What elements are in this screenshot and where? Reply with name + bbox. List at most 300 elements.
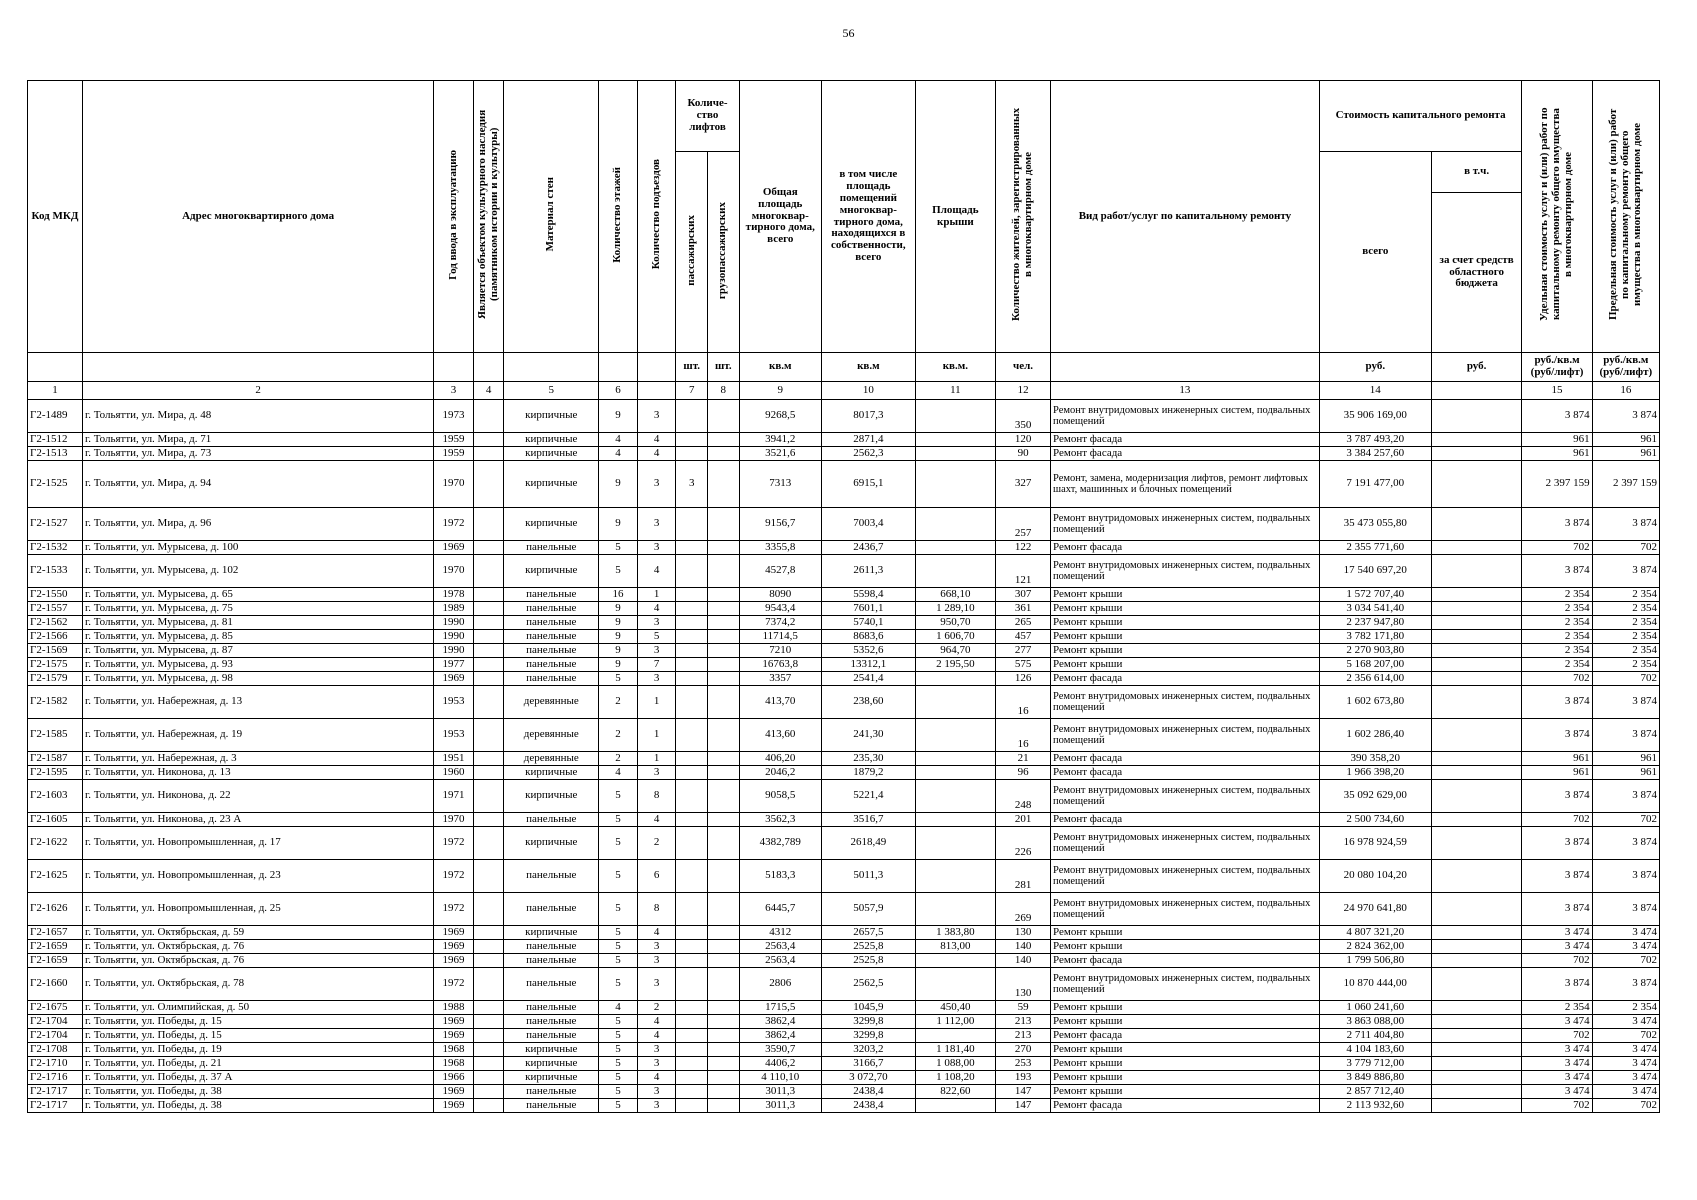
cell-kod: Г2-1626 — [28, 893, 83, 926]
cell-obekt — [473, 541, 504, 555]
cell-udel: 3 474 — [1522, 1071, 1592, 1085]
cell-udel: 2 354 — [1522, 644, 1592, 658]
column-number: 11 — [915, 382, 995, 400]
cell-god: 1953 — [434, 686, 474, 719]
cell-pred: 3 474 — [1592, 1015, 1659, 1029]
cell-krysha: 1 289,10 — [915, 602, 995, 616]
cell-pred: 3 874 — [1592, 860, 1659, 893]
cell-kod: Г2-1622 — [28, 827, 83, 860]
cell-gruz — [708, 780, 740, 813]
header-etazhi: Количество этажей — [599, 81, 638, 353]
cell-pred: 3 874 — [1592, 719, 1659, 752]
cell-podezdy: 1 — [637, 719, 676, 752]
cell-vsego: 3 787 493,20 — [1319, 433, 1431, 447]
cell-udel: 3 474 — [1522, 926, 1592, 940]
cell-ploshad: 9268,5 — [739, 400, 821, 433]
cell-obekt — [473, 1057, 504, 1071]
table-row — [28, 588, 1660, 602]
cell-pass — [676, 1029, 708, 1043]
cell-obl — [1431, 508, 1522, 541]
table-row — [28, 1057, 1660, 1071]
cell-pred: 2 354 — [1592, 1001, 1659, 1015]
cell-zhiteli: 327 — [996, 461, 1051, 508]
cell-ploshad: 3941,2 — [739, 433, 821, 447]
cell-etazhi: 9 — [599, 630, 638, 644]
cell-zhiteli: 248 — [996, 780, 1051, 813]
cell-vid: Ремонт крыши — [1051, 644, 1320, 658]
table-row — [28, 686, 1660, 719]
cell-zhiteli: 126 — [996, 672, 1051, 686]
cell-etazhi: 9 — [599, 602, 638, 616]
cell-sob: 3299,8 — [822, 1015, 916, 1029]
cell-obl — [1431, 968, 1522, 1001]
cell-etazhi: 5 — [599, 1043, 638, 1057]
cell-gruz — [708, 1085, 740, 1099]
column-number: 13 — [1051, 382, 1320, 400]
cell-podezdy: 4 — [637, 1015, 676, 1029]
cell-etazhi: 4 — [599, 433, 638, 447]
cell-gruz — [708, 893, 740, 926]
cell-pred: 2 354 — [1592, 616, 1659, 630]
cell-pred: 702 — [1592, 813, 1659, 827]
cell-krysha — [915, 541, 995, 555]
cell-udel: 3 474 — [1522, 1085, 1592, 1099]
cell-pred: 702 — [1592, 541, 1659, 555]
cell-material: деревянные — [504, 686, 599, 719]
header-vid: Вид работ/услуг по капитальному ремонту — [1051, 81, 1320, 353]
table-row — [28, 555, 1660, 588]
header-stoimost: Стоимость капитального ремонта — [1319, 81, 1522, 152]
cell-obekt — [473, 1071, 504, 1085]
cell-vid: Ремонт фасада — [1051, 447, 1320, 461]
unit-kvm-sob: кв.м — [822, 353, 916, 382]
cell-vsego: 2 356 614,00 — [1319, 672, 1431, 686]
cell-sob: 6915,1 — [822, 461, 916, 508]
cell-pred: 3 474 — [1592, 940, 1659, 954]
cell-adres: г. Тольятти, ул. Мурысева, д. 98 — [82, 672, 433, 686]
cell-adres: г. Тольятти, ул. Новопромышленная, д. 25 — [82, 893, 433, 926]
cell-pred: 3 874 — [1592, 780, 1659, 813]
column-number: 14 — [1319, 382, 1431, 400]
cell-vid: Ремонт крыши — [1051, 630, 1320, 644]
cell-sob: 2525,8 — [822, 954, 916, 968]
cell-vsego: 2 711 404,80 — [1319, 1029, 1431, 1043]
table-row — [28, 447, 1660, 461]
cell-ploshad: 2046,2 — [739, 766, 821, 780]
table-row — [28, 719, 1660, 752]
table-row — [28, 954, 1660, 968]
cell-udel: 702 — [1522, 1099, 1592, 1113]
cell-ploshad: 4406,2 — [739, 1057, 821, 1071]
cell-pred: 3 474 — [1592, 1085, 1659, 1099]
cell-god: 1970 — [434, 555, 474, 588]
cell-vid: Ремонт фасада — [1051, 1099, 1320, 1113]
cell-material: кирпичные — [504, 1043, 599, 1057]
cell-udel: 3 874 — [1522, 555, 1592, 588]
cell-etazhi: 5 — [599, 940, 638, 954]
cell-material: панельные — [504, 1085, 599, 1099]
cell-gruz — [708, 658, 740, 672]
cell-ploshad: 3862,4 — [739, 1029, 821, 1043]
cell-krysha: 450,40 — [915, 1001, 995, 1015]
cell-krysha — [915, 893, 995, 926]
cell-god: 1972 — [434, 827, 474, 860]
cell-udel: 3 874 — [1522, 686, 1592, 719]
cell-obekt — [473, 672, 504, 686]
table-row — [28, 766, 1660, 780]
cell-podezdy: 1 — [637, 752, 676, 766]
cell-gruz — [708, 672, 740, 686]
cell-kod: Г2-1657 — [28, 926, 83, 940]
cell-vsego: 1 602 286,40 — [1319, 719, 1431, 752]
cell-vid: Ремонт внутридомовых инженерных систем, подвальных помещений — [1051, 400, 1320, 433]
cell-obl — [1431, 719, 1522, 752]
cell-udel: 702 — [1522, 672, 1592, 686]
cell-adres: г. Тольятти, ул. Набережная, д. 3 — [82, 752, 433, 766]
cell-ploshad: 11714,5 — [739, 630, 821, 644]
cell-pass: 3 — [676, 461, 708, 508]
cell-adres: г. Тольятти, ул. Октябрьская, д. 76 — [82, 954, 433, 968]
cell-vsego: 3 782 171,80 — [1319, 630, 1431, 644]
cell-pass — [676, 940, 708, 954]
cell-obekt — [473, 813, 504, 827]
cell-gruz — [708, 433, 740, 447]
cell-god: 1990 — [434, 644, 474, 658]
cell-krysha — [915, 766, 995, 780]
unit-chel: чел. — [996, 353, 1051, 382]
cell-ploshad: 1715,5 — [739, 1001, 821, 1015]
cell-vsego: 7 191 477,00 — [1319, 461, 1431, 508]
cell-adres: г. Тольятти, ул. Победы, д. 15 — [82, 1029, 433, 1043]
cell-vsego: 2 824 362,00 — [1319, 940, 1431, 954]
cell-sob: 241,30 — [822, 719, 916, 752]
cell-udel: 3 474 — [1522, 1015, 1592, 1029]
cell-kod: Г2-1569 — [28, 644, 83, 658]
table-row — [28, 658, 1660, 672]
cell-god: 1960 — [434, 766, 474, 780]
cell-zhiteli: 307 — [996, 588, 1051, 602]
cell-god: 1972 — [434, 968, 474, 1001]
cell-zhiteli: 140 — [996, 954, 1051, 968]
cell-pred: 961 — [1592, 752, 1659, 766]
cell-material: кирпичные — [504, 926, 599, 940]
cell-krysha — [915, 860, 995, 893]
cell-pass — [676, 813, 708, 827]
cell-udel: 961 — [1522, 447, 1592, 461]
cell-vid: Ремонт крыши — [1051, 926, 1320, 940]
cell-obekt — [473, 752, 504, 766]
header-lifty: Количе-ство лифтов — [676, 81, 739, 152]
cell-god: 1969 — [434, 541, 474, 555]
cell-zhiteli: 96 — [996, 766, 1051, 780]
cell-podezdy: 8 — [637, 780, 676, 813]
table-row — [28, 893, 1660, 926]
cell-zhiteli: 257 — [996, 508, 1051, 541]
cell-obl — [1431, 1057, 1522, 1071]
cell-ploshad: 8090 — [739, 588, 821, 602]
column-number: 5 — [504, 382, 599, 400]
cell-adres: г. Тольятти, ул. Победы, д. 19 — [82, 1043, 433, 1057]
table-row — [28, 780, 1660, 813]
cell-vsego: 2 500 734,60 — [1319, 813, 1431, 827]
cell-gruz — [708, 940, 740, 954]
cell-sob: 7003,4 — [822, 508, 916, 541]
cell-god: 1978 — [434, 588, 474, 602]
cell-obl — [1431, 1001, 1522, 1015]
cell-udel: 3 474 — [1522, 1043, 1592, 1057]
cell-vsego: 2 237 947,80 — [1319, 616, 1431, 630]
cell-etazhi: 9 — [599, 461, 638, 508]
cell-kod: Г2-1717 — [28, 1085, 83, 1099]
cell-vsego: 3 849 886,80 — [1319, 1071, 1431, 1085]
cell-vid: Ремонт крыши — [1051, 1085, 1320, 1099]
capital-repair-table — [27, 80, 1660, 1113]
cell-udel: 3 874 — [1522, 827, 1592, 860]
cell-pred: 961 — [1592, 766, 1659, 780]
cell-sob: 2657,5 — [822, 926, 916, 940]
cell-etazhi: 9 — [599, 508, 638, 541]
column-number: 4 — [473, 382, 504, 400]
cell-pass — [676, 766, 708, 780]
cell-vsego: 24 970 641,80 — [1319, 893, 1431, 926]
cell-udel: 2 354 — [1522, 602, 1592, 616]
cell-udel: 702 — [1522, 541, 1592, 555]
cell-pass — [676, 1071, 708, 1085]
cell-etazhi: 5 — [599, 541, 638, 555]
cell-vid: Ремонт крыши — [1051, 1071, 1320, 1085]
cell-etazhi: 4 — [599, 447, 638, 461]
cell-vid: Ремонт внутридомовых инженерных систем, подвальных помещений — [1051, 893, 1320, 926]
cell-gruz — [708, 508, 740, 541]
column-number: 10 — [822, 382, 916, 400]
cell-podezdy: 1 — [637, 588, 676, 602]
cell-podezdy: 4 — [637, 602, 676, 616]
cell-gruz — [708, 954, 740, 968]
cell-god: 1970 — [434, 813, 474, 827]
cell-krysha: 1 088,00 — [915, 1057, 995, 1071]
cell-god: 1959 — [434, 433, 474, 447]
cell-sob: 5221,4 — [822, 780, 916, 813]
cell-gruz — [708, 1071, 740, 1085]
cell-obekt — [473, 630, 504, 644]
cell-etazhi: 9 — [599, 616, 638, 630]
cell-krysha — [915, 508, 995, 541]
cell-udel: 2 354 — [1522, 588, 1592, 602]
page-number: 56 — [842, 26, 855, 40]
cell-kod: Г2-1603 — [28, 780, 83, 813]
cell-pass — [676, 860, 708, 893]
cell-adres: г. Тольятти, ул. Мира, д. 96 — [82, 508, 433, 541]
cell-ploshad: 9156,7 — [739, 508, 821, 541]
cell-zhiteli: 121 — [996, 555, 1051, 588]
cell-obl — [1431, 1085, 1522, 1099]
cell-etazhi: 9 — [599, 658, 638, 672]
cell-zhiteli: 269 — [996, 893, 1051, 926]
cell-etazhi: 9 — [599, 644, 638, 658]
header-kod: Код МКД — [28, 81, 83, 353]
unit-udel: руб./кв.м (руб/лифт) — [1522, 353, 1592, 382]
cell-obl — [1431, 766, 1522, 780]
cell-kod: Г2-1566 — [28, 630, 83, 644]
cell-obl — [1431, 686, 1522, 719]
cell-obl — [1431, 616, 1522, 630]
cell-adres: г. Тольятти, ул. Мурысева, д. 85 — [82, 630, 433, 644]
cell-god: 1988 — [434, 1001, 474, 1015]
cell-adres: г. Тольятти, ул. Октябрьская, д. 78 — [82, 968, 433, 1001]
cell-krysha — [915, 968, 995, 1001]
cell-gruz — [708, 602, 740, 616]
cell-obl — [1431, 630, 1522, 644]
cell-vid: Ремонт крыши — [1051, 1001, 1320, 1015]
cell-obekt — [473, 1029, 504, 1043]
cell-material: кирпичные — [504, 555, 599, 588]
cell-pass — [676, 686, 708, 719]
cell-pred: 702 — [1592, 1029, 1659, 1043]
cell-podezdy: 3 — [637, 954, 676, 968]
cell-zhiteli: 147 — [996, 1099, 1051, 1113]
cell-material: деревянные — [504, 752, 599, 766]
cell-krysha — [915, 954, 995, 968]
cell-obekt — [473, 766, 504, 780]
cell-vid: Ремонт внутридомовых инженерных систем, подвальных помещений — [1051, 719, 1320, 752]
cell-sob: 2525,8 — [822, 940, 916, 954]
cell-etazhi: 5 — [599, 968, 638, 1001]
cell-god: 1968 — [434, 1043, 474, 1057]
cell-etazhi: 9 — [599, 400, 638, 433]
cell-zhiteli: 457 — [996, 630, 1051, 644]
cell-ploshad: 7374,2 — [739, 616, 821, 630]
table-header — [28, 81, 1660, 400]
table-body — [28, 400, 1660, 1113]
cell-kod: Г2-1533 — [28, 555, 83, 588]
cell-ploshad: 4 110,10 — [739, 1071, 821, 1085]
cell-pass — [676, 588, 708, 602]
cell-sob: 2436,7 — [822, 541, 916, 555]
unit-sht-pass: шт. — [676, 353, 708, 382]
header-obekt: Является объектом культурного наследия (памятником истории и культуры) — [473, 81, 504, 353]
cell-pass — [676, 893, 708, 926]
cell-obekt — [473, 719, 504, 752]
cell-sob: 235,30 — [822, 752, 916, 766]
cell-etazhi: 5 — [599, 555, 638, 588]
table-row — [28, 752, 1660, 766]
cell-pass — [676, 616, 708, 630]
cell-etazhi: 5 — [599, 1099, 638, 1113]
cell-material: панельные — [504, 658, 599, 672]
cell-god: 1966 — [434, 1071, 474, 1085]
cell-podezdy: 3 — [637, 1043, 676, 1057]
cell-vsego: 390 358,20 — [1319, 752, 1431, 766]
cell-zhiteli: 201 — [996, 813, 1051, 827]
cell-kod: Г2-1585 — [28, 719, 83, 752]
cell-obekt — [473, 616, 504, 630]
cell-krysha — [915, 447, 995, 461]
cell-material: панельные — [504, 644, 599, 658]
cell-gruz — [708, 719, 740, 752]
cell-gruz — [708, 555, 740, 588]
cell-pred: 2 354 — [1592, 602, 1659, 616]
cell-material: кирпичные — [504, 508, 599, 541]
cell-sob: 5011,3 — [822, 860, 916, 893]
cell-udel: 961 — [1522, 433, 1592, 447]
cell-obekt — [473, 1043, 504, 1057]
header-pass: пассажирских — [676, 152, 708, 353]
cell-vid: Ремонт фасада — [1051, 672, 1320, 686]
cell-pass — [676, 968, 708, 1001]
cell-obl — [1431, 555, 1522, 588]
table-row — [28, 1085, 1660, 1099]
cell-obekt — [473, 893, 504, 926]
cell-etazhi: 4 — [599, 1001, 638, 1015]
cell-vsego: 4 104 183,60 — [1319, 1043, 1431, 1057]
cell-krysha — [915, 752, 995, 766]
cell-material: кирпичные — [504, 400, 599, 433]
cell-podezdy: 3 — [637, 968, 676, 1001]
cell-obekt — [473, 1015, 504, 1029]
cell-pass — [676, 644, 708, 658]
cell-ploshad: 3521,6 — [739, 447, 821, 461]
cell-material: панельные — [504, 860, 599, 893]
table-row — [28, 1099, 1660, 1113]
cell-adres: г. Тольятти, ул. Мурысева, д. 100 — [82, 541, 433, 555]
cell-krysha — [915, 400, 995, 433]
cell-krysha — [915, 1029, 995, 1043]
cell-kod: Г2-1513 — [28, 447, 83, 461]
unit-kvm-krysha: кв.м. — [915, 353, 995, 382]
cell-ploshad: 4382,789 — [739, 827, 821, 860]
cell-pred: 3 874 — [1592, 400, 1659, 433]
cell-sob: 3299,8 — [822, 1029, 916, 1043]
cell-etazhi: 5 — [599, 672, 638, 686]
column-number: 9 — [739, 382, 821, 400]
cell-sob: 2562,3 — [822, 447, 916, 461]
cell-podezdy: 7 — [637, 658, 676, 672]
cell-pass — [676, 719, 708, 752]
cell-vid: Ремонт внутридомовых инженерных систем, подвальных помещений — [1051, 860, 1320, 893]
cell-pred: 2 354 — [1592, 644, 1659, 658]
cell-pred: 3 874 — [1592, 508, 1659, 541]
cell-ploshad: 5183,3 — [739, 860, 821, 893]
cell-pass — [676, 400, 708, 433]
cell-zhiteli: 350 — [996, 400, 1051, 433]
cell-obekt — [473, 1099, 504, 1113]
cell-zhiteli: 281 — [996, 860, 1051, 893]
cell-obekt — [473, 644, 504, 658]
cell-obekt — [473, 940, 504, 954]
cell-obl — [1431, 602, 1522, 616]
cell-vsego: 20 080 104,20 — [1319, 860, 1431, 893]
header-zhiteli: Количество жителей, зарегистрированных в многоквартирном доме — [996, 81, 1051, 353]
cell-obl — [1431, 813, 1522, 827]
cell-zhiteli: 147 — [996, 1085, 1051, 1099]
column-number: 3 — [434, 382, 474, 400]
cell-etazhi: 5 — [599, 1057, 638, 1071]
cell-vsego: 5 168 207,00 — [1319, 658, 1431, 672]
cell-god: 1977 — [434, 658, 474, 672]
cell-adres: г. Тольятти, ул. Октябрьская, д. 59 — [82, 926, 433, 940]
cell-adres: г. Тольятти, ул. Мурысева, д. 81 — [82, 616, 433, 630]
cell-material: кирпичные — [504, 433, 599, 447]
cell-gruz — [708, 926, 740, 940]
cell-kod: Г2-1717 — [28, 1099, 83, 1113]
cell-vid: Ремонт внутридомовых инженерных систем, подвальных помещений — [1051, 827, 1320, 860]
cell-krysha — [915, 1099, 995, 1113]
cell-pass — [676, 672, 708, 686]
cell-sob: 3166,7 — [822, 1057, 916, 1071]
cell-podezdy: 4 — [637, 1071, 676, 1085]
unit-rub-obl: руб. — [1431, 353, 1522, 382]
cell-gruz — [708, 400, 740, 433]
